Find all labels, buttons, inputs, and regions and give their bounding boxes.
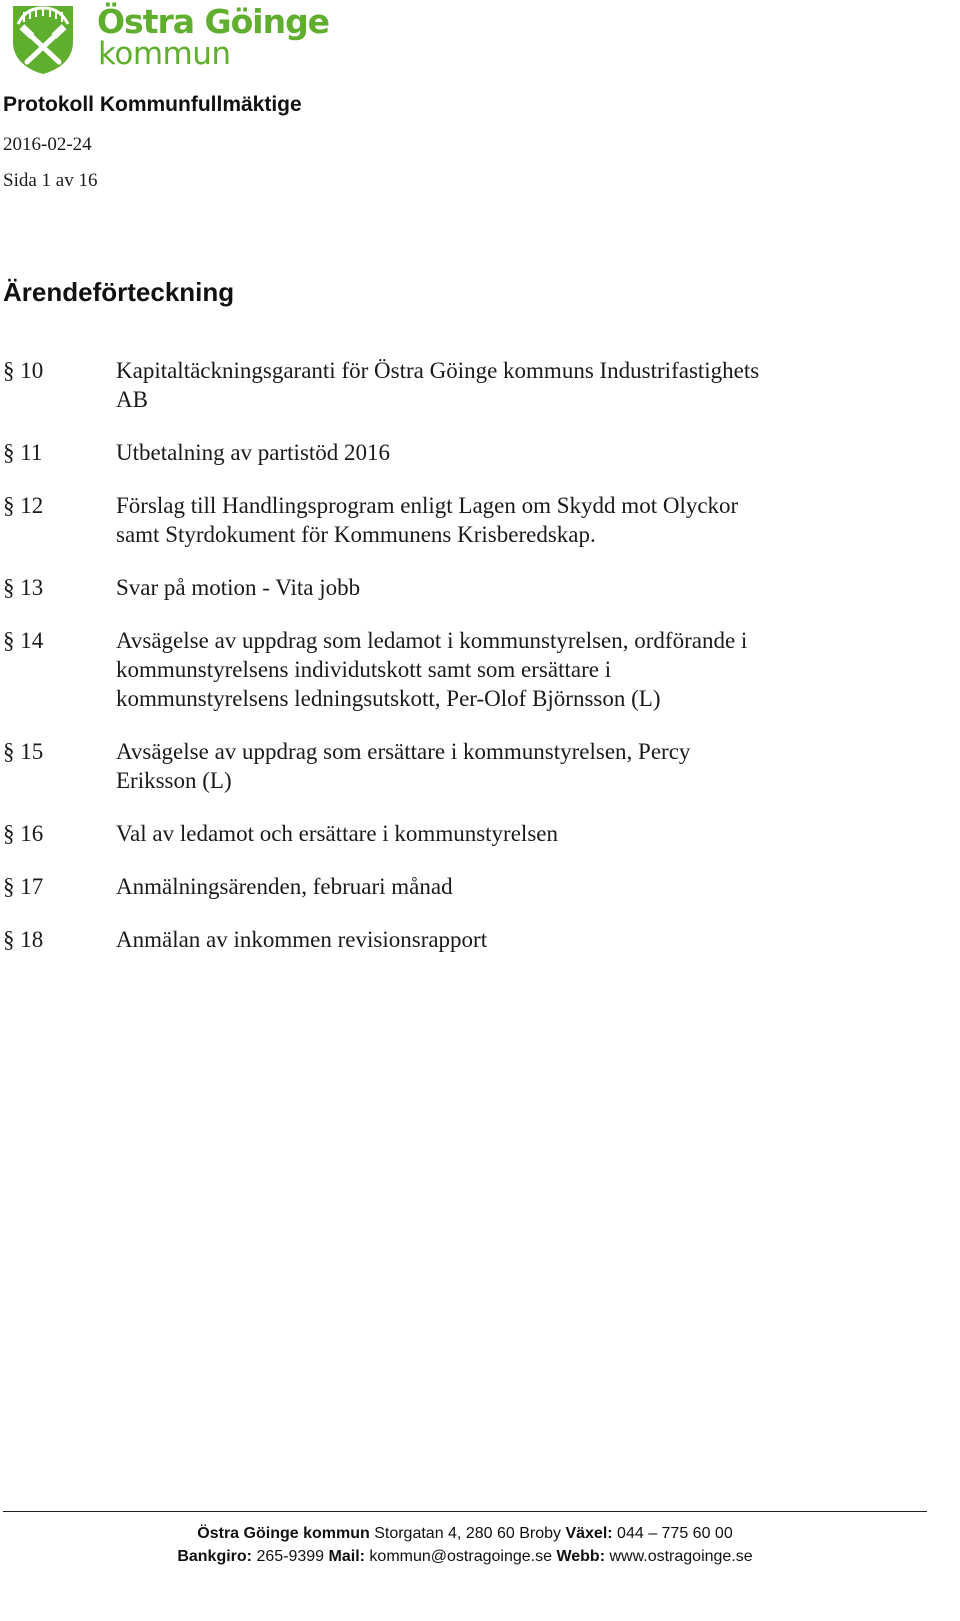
logo-name-line2: kommun: [98, 36, 231, 72]
agenda-item-17: [3, 872, 763, 901]
paragraph-number: § 10: [3, 358, 44, 383]
footer-web-label: Webb:: [556, 1548, 606, 1565]
agenda-item-12: [3, 491, 763, 549]
footer-mail-label: Mail:: [328, 1548, 365, 1565]
footer-web: www.ostragoinge.se: [609, 1548, 753, 1565]
paragraph-number: § 17: [3, 874, 44, 899]
footer-address: Storgatan 4, 280 60 Broby: [374, 1525, 561, 1542]
paragraph-number: § 12: [3, 493, 44, 518]
agenda-item-text: Val av ledamot och ersättare i kommunstyrelsen: [116, 821, 558, 846]
agenda-item-text: Svar på motion - Vita jobb: [116, 575, 361, 600]
section-heading: Ärendeförteckning: [3, 277, 235, 307]
agenda-item-11: [3, 438, 763, 467]
agenda-item-text: Avsägelse av uppdrag som ledamot i kommunstyrelsen, ordförande i kommunstyrelsens individutskott samt som ersättare i kommunstyrelsens ledningsutskott, Per-Olof Björnsson (L): [116, 628, 748, 711]
footer-divider: [3, 1511, 927, 1512]
document-title: Protokoll Kommunfullmäktige: [3, 93, 302, 116]
footer-phone: 044 – 775 60 00: [617, 1525, 733, 1542]
agenda-item-10: [3, 356, 763, 414]
agenda-item-text: Förslag till Handlingsprogram enligt Lagen om Skydd mot Olyckor samt Styrdokument för Kommunens Krisberedskap.: [116, 493, 739, 547]
paragraph-number: § 13: [3, 575, 44, 600]
paragraph-number: § 11: [3, 440, 43, 465]
agenda-list: [3, 356, 763, 978]
agenda-item-16: [3, 819, 763, 848]
paragraph-number: § 18: [3, 927, 44, 952]
logo-name-line1: Östra Göinge: [97, 2, 330, 41]
agenda-item-text: Avsägelse av uppdrag som ersättare i kommunstyrelsen, Percy Eriksson (L): [116, 739, 691, 793]
footer-mail: kommun@ostragoinge.se: [369, 1548, 552, 1565]
footer-line-2: [0, 1545, 930, 1568]
agenda-item-15: [3, 737, 763, 795]
footer-line-1: [0, 1522, 930, 1545]
paragraph-number: § 15: [3, 739, 44, 764]
footer-org-name: Östra Göinge kommun: [197, 1525, 370, 1542]
page-number: Sida 1 av 16: [3, 170, 98, 191]
footer-bankgiro-label: Bankgiro:: [177, 1548, 252, 1565]
agenda-item-18: [3, 925, 763, 954]
paragraph-number: § 16: [3, 821, 44, 846]
agenda-item-text: Anmälan av inkommen revisionsrapport: [116, 927, 488, 952]
footer-phone-label: Växel:: [565, 1525, 613, 1542]
document-date: 2016-02-24: [3, 134, 92, 155]
municipality-logo: [10, 2, 330, 78]
agenda-item-text: Kapitaltäckningsgaranti för Östra Göinge kommuns Industrifastighets AB: [116, 358, 760, 412]
agenda-item-text: Anmälningsärenden, februari månad: [116, 874, 453, 899]
page-footer: [0, 1522, 930, 1568]
paragraph-number: § 14: [3, 628, 44, 653]
footer-bankgiro: 265-9399: [256, 1548, 325, 1565]
agenda-item-13: [3, 573, 763, 602]
agenda-item-text: Utbetalning av partistöd 2016: [116, 440, 391, 465]
agenda-item-14: [3, 626, 763, 713]
crossed-hammers-shield-icon: [10, 2, 76, 76]
